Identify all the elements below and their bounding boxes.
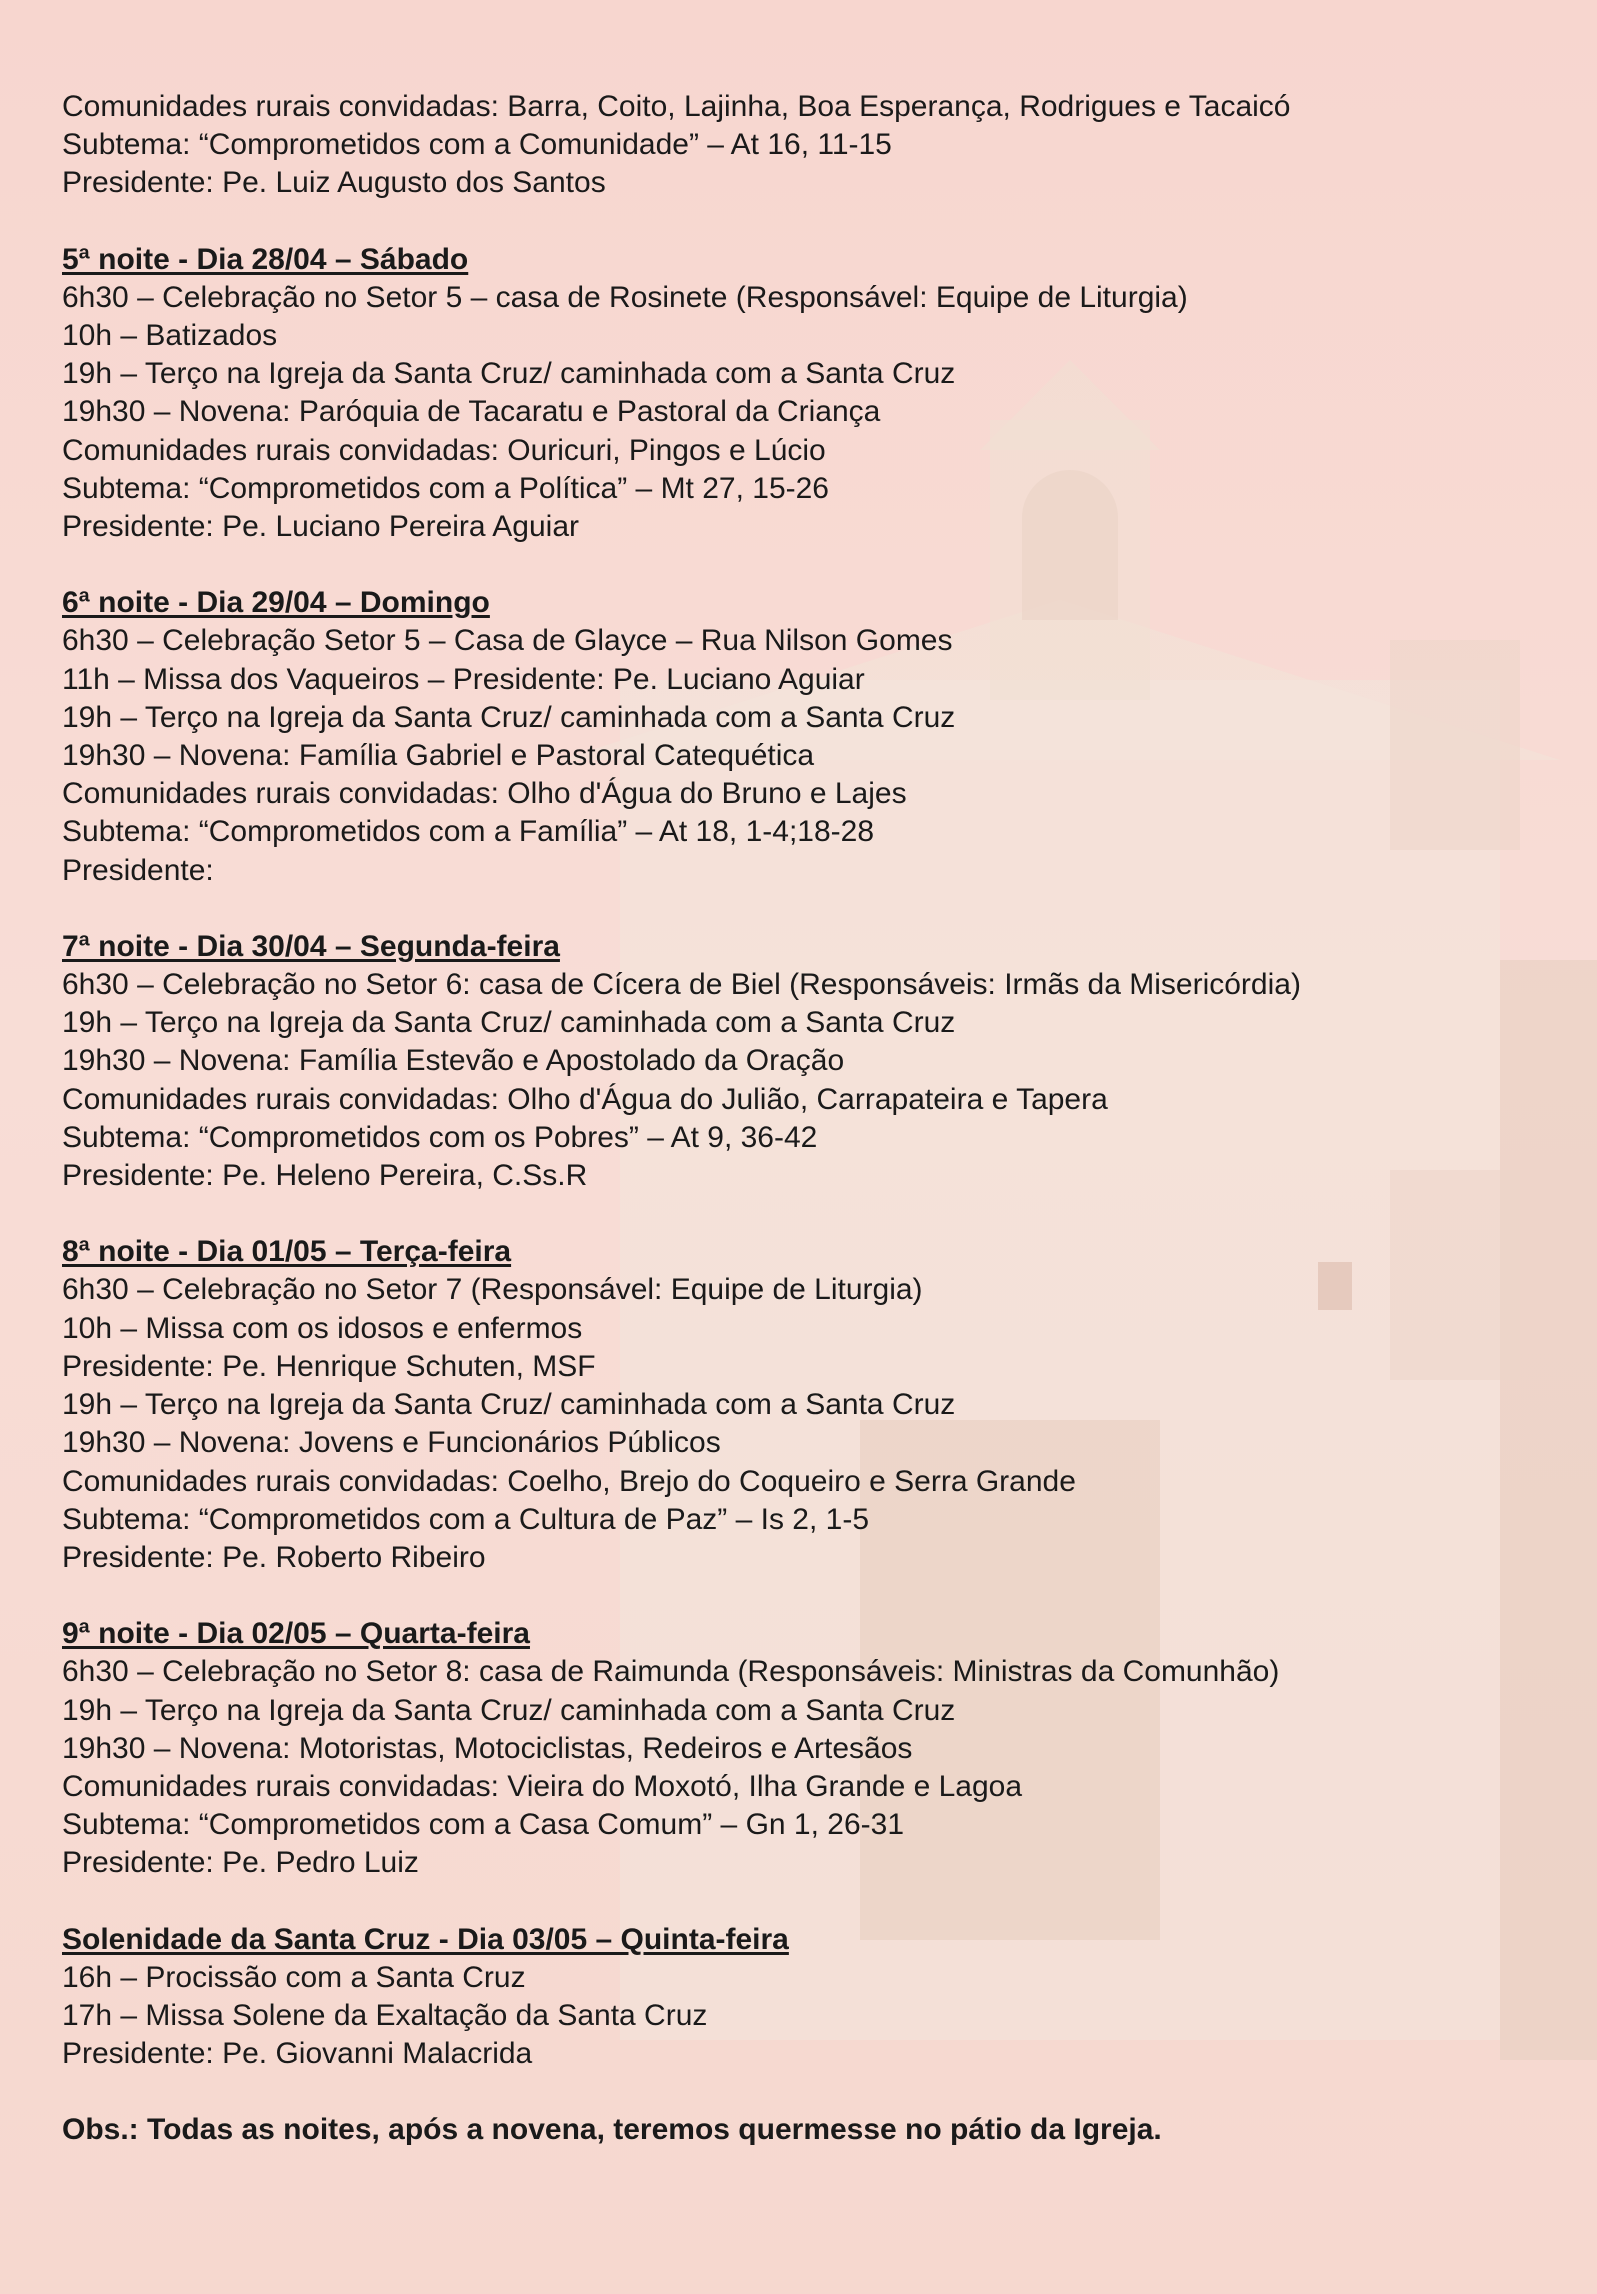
schedule-line: 6h30 – Celebração no Setor 7 (Responsável: Equipe de Liturgia): [62, 1273, 923, 1307]
schedule-line: Subtema: “Comprometidos com a Política” – Mt 27, 15-26: [62, 471, 829, 505]
schedule-line: Presidente:: [62, 853, 214, 887]
intro-block: [62, 88, 1542, 203]
schedule-line: 19h30 – Novena: Família Estevão e Apostolado da Oração: [62, 1044, 845, 1078]
schedule-line: 19h – Terço na Igreja da Santa Cruz/ caminhada com a Santa Cruz: [62, 700, 956, 734]
intro-line: Subtema: “Comprometidos com a Comunidade” – At 16, 11-15: [62, 128, 892, 162]
schedule-line: 19h – Terço na Igreja da Santa Cruz/ caminhada com a Santa Cruz: [62, 1388, 956, 1422]
schedule-line: 19h – Terço na Igreja da Santa Cruz/ caminhada com a Santa Cruz: [62, 357, 956, 391]
schedule-line: 16h – Procissão com a Santa Cruz: [62, 1960, 526, 1994]
schedule-line: 19h – Terço na Igreja da Santa Cruz/ caminhada com a Santa Cruz: [62, 1006, 956, 1040]
novena-schedule: [62, 88, 1542, 2150]
section-heading: 9ª noite - Dia 02/05 – Quarta-feira: [62, 1617, 530, 1651]
schedule-line: 6h30 – Celebração no Setor 8: casa de Raimunda (Responsáveis: Ministras da Comunhão): [62, 1655, 1280, 1689]
night-8-section: [62, 1233, 1542, 1577]
schedule-line: Presidente: Pe. Henrique Schuten, MSF: [62, 1349, 596, 1383]
schedule-line: 19h – Terço na Igreja da Santa Cruz/ caminhada com a Santa Cruz: [62, 1693, 956, 1727]
schedule-line: 19h30 – Novena: Jovens e Funcionários Públicos: [62, 1426, 721, 1460]
section-heading: 8ª noite - Dia 01/05 – Terça-feira: [62, 1235, 512, 1269]
schedule-line: 10h – Batizados: [62, 319, 278, 353]
schedule-line: Comunidades rurais convidadas: Coelho, Brejo do Coqueiro e Serra Grande: [62, 1464, 1076, 1498]
schedule-line: Comunidades rurais convidadas: Olho d'Água do Julião, Carrapateira e Tapera: [62, 1082, 1108, 1116]
schedule-line: Comunidades rurais convidadas: Olho d'Água do Bruno e Lajes: [62, 777, 907, 811]
night-9-section: [62, 1615, 1542, 1882]
schedule-line: Comunidades rurais convidadas: Ouricuri, Pingos e Lúcio: [62, 433, 826, 467]
schedule-line: Subtema: “Comprometidos com a Família” – At 18, 1-4;18-28: [62, 815, 875, 849]
intro-line: Presidente: Pe. Luiz Augusto dos Santos: [62, 166, 606, 200]
intro-line: Comunidades rurais convidadas: Barra, Coito, Lajinha, Boa Esperança, Rodrigues e Tacaicó: [62, 90, 1291, 123]
schedule-line: 19h30 – Novena: Família Gabriel e Pastoral Catequética: [62, 739, 815, 773]
section-heading: 6ª noite - Dia 29/04 – Domingo: [62, 586, 490, 620]
schedule-line: Presidente: Pe. Luciano Pereira Aguiar: [62, 510, 579, 544]
schedule-line: 17h – Missa Solene da Exaltação da Santa Cruz: [62, 1998, 708, 2032]
schedule-line: 19h30 – Novena: Motoristas, Motociclistas, Redeiros e Artesãos: [62, 1731, 913, 1765]
section-heading: 5ª noite - Dia 28/04 – Sábado: [62, 242, 469, 276]
observation-note: Obs.: Todas as noites, após a novena, teremos quermesse no pátio da Igreja.: [62, 2113, 1162, 2147]
schedule-line: 6h30 – Celebração no Setor 5 – casa de Rosinete (Responsável: Equipe de Liturgia): [62, 280, 1188, 314]
schedule-line: 10h – Missa com os idosos e enfermos: [62, 1311, 583, 1345]
schedule-line: Subtema: “Comprometidos com a Casa Comum” – Gn 1, 26-31: [62, 1808, 905, 1842]
schedule-line: Subtema: “Comprometidos com os Pobres” – At 9, 36-42: [62, 1120, 818, 1154]
schedule-line: Subtema: “Comprometidos com a Cultura de Paz” – Is 2, 1-5: [62, 1502, 870, 1536]
schedule-line: Presidente: Pe. Roberto Ribeiro: [62, 1540, 486, 1574]
night-7-section: [62, 928, 1542, 1195]
schedule-line: Presidente: Pe. Giovanni Malacrida: [62, 2037, 533, 2071]
schedule-line: 19h30 – Novena: Paróquia de Tacaratu e Pastoral da Criança: [62, 395, 881, 429]
night-6-section: [62, 584, 1542, 890]
schedule-line: Presidente: Pe. Heleno Pereira, C.Ss.R: [62, 1159, 588, 1193]
section-heading: Solenidade da Santa Cruz - Dia 03/05 – Quinta-feira: [62, 1922, 789, 1956]
schedule-line: Comunidades rurais convidadas: Vieira do Moxotó, Ilha Grande e Lagoa: [62, 1769, 1023, 1803]
night-5-section: [62, 241, 1542, 547]
schedule-line: 11h – Missa dos Vaqueiros – Presidente: Pe. Luciano Aguiar: [62, 662, 865, 696]
schedule-line: Presidente: Pe. Pedro Luiz: [62, 1846, 419, 1880]
schedule-line: 6h30 – Celebração no Setor 6: casa de Cícera de Biel (Responsáveis: Irmãs da Misericórdia): [62, 968, 1301, 1002]
solemnity-section: [62, 1921, 1542, 2074]
section-heading: 7ª noite - Dia 30/04 – Segunda-feira: [62, 929, 560, 963]
schedule-line: 6h30 – Celebração Setor 5 – Casa de Glayce – Rua Nilson Gomes: [62, 624, 953, 658]
